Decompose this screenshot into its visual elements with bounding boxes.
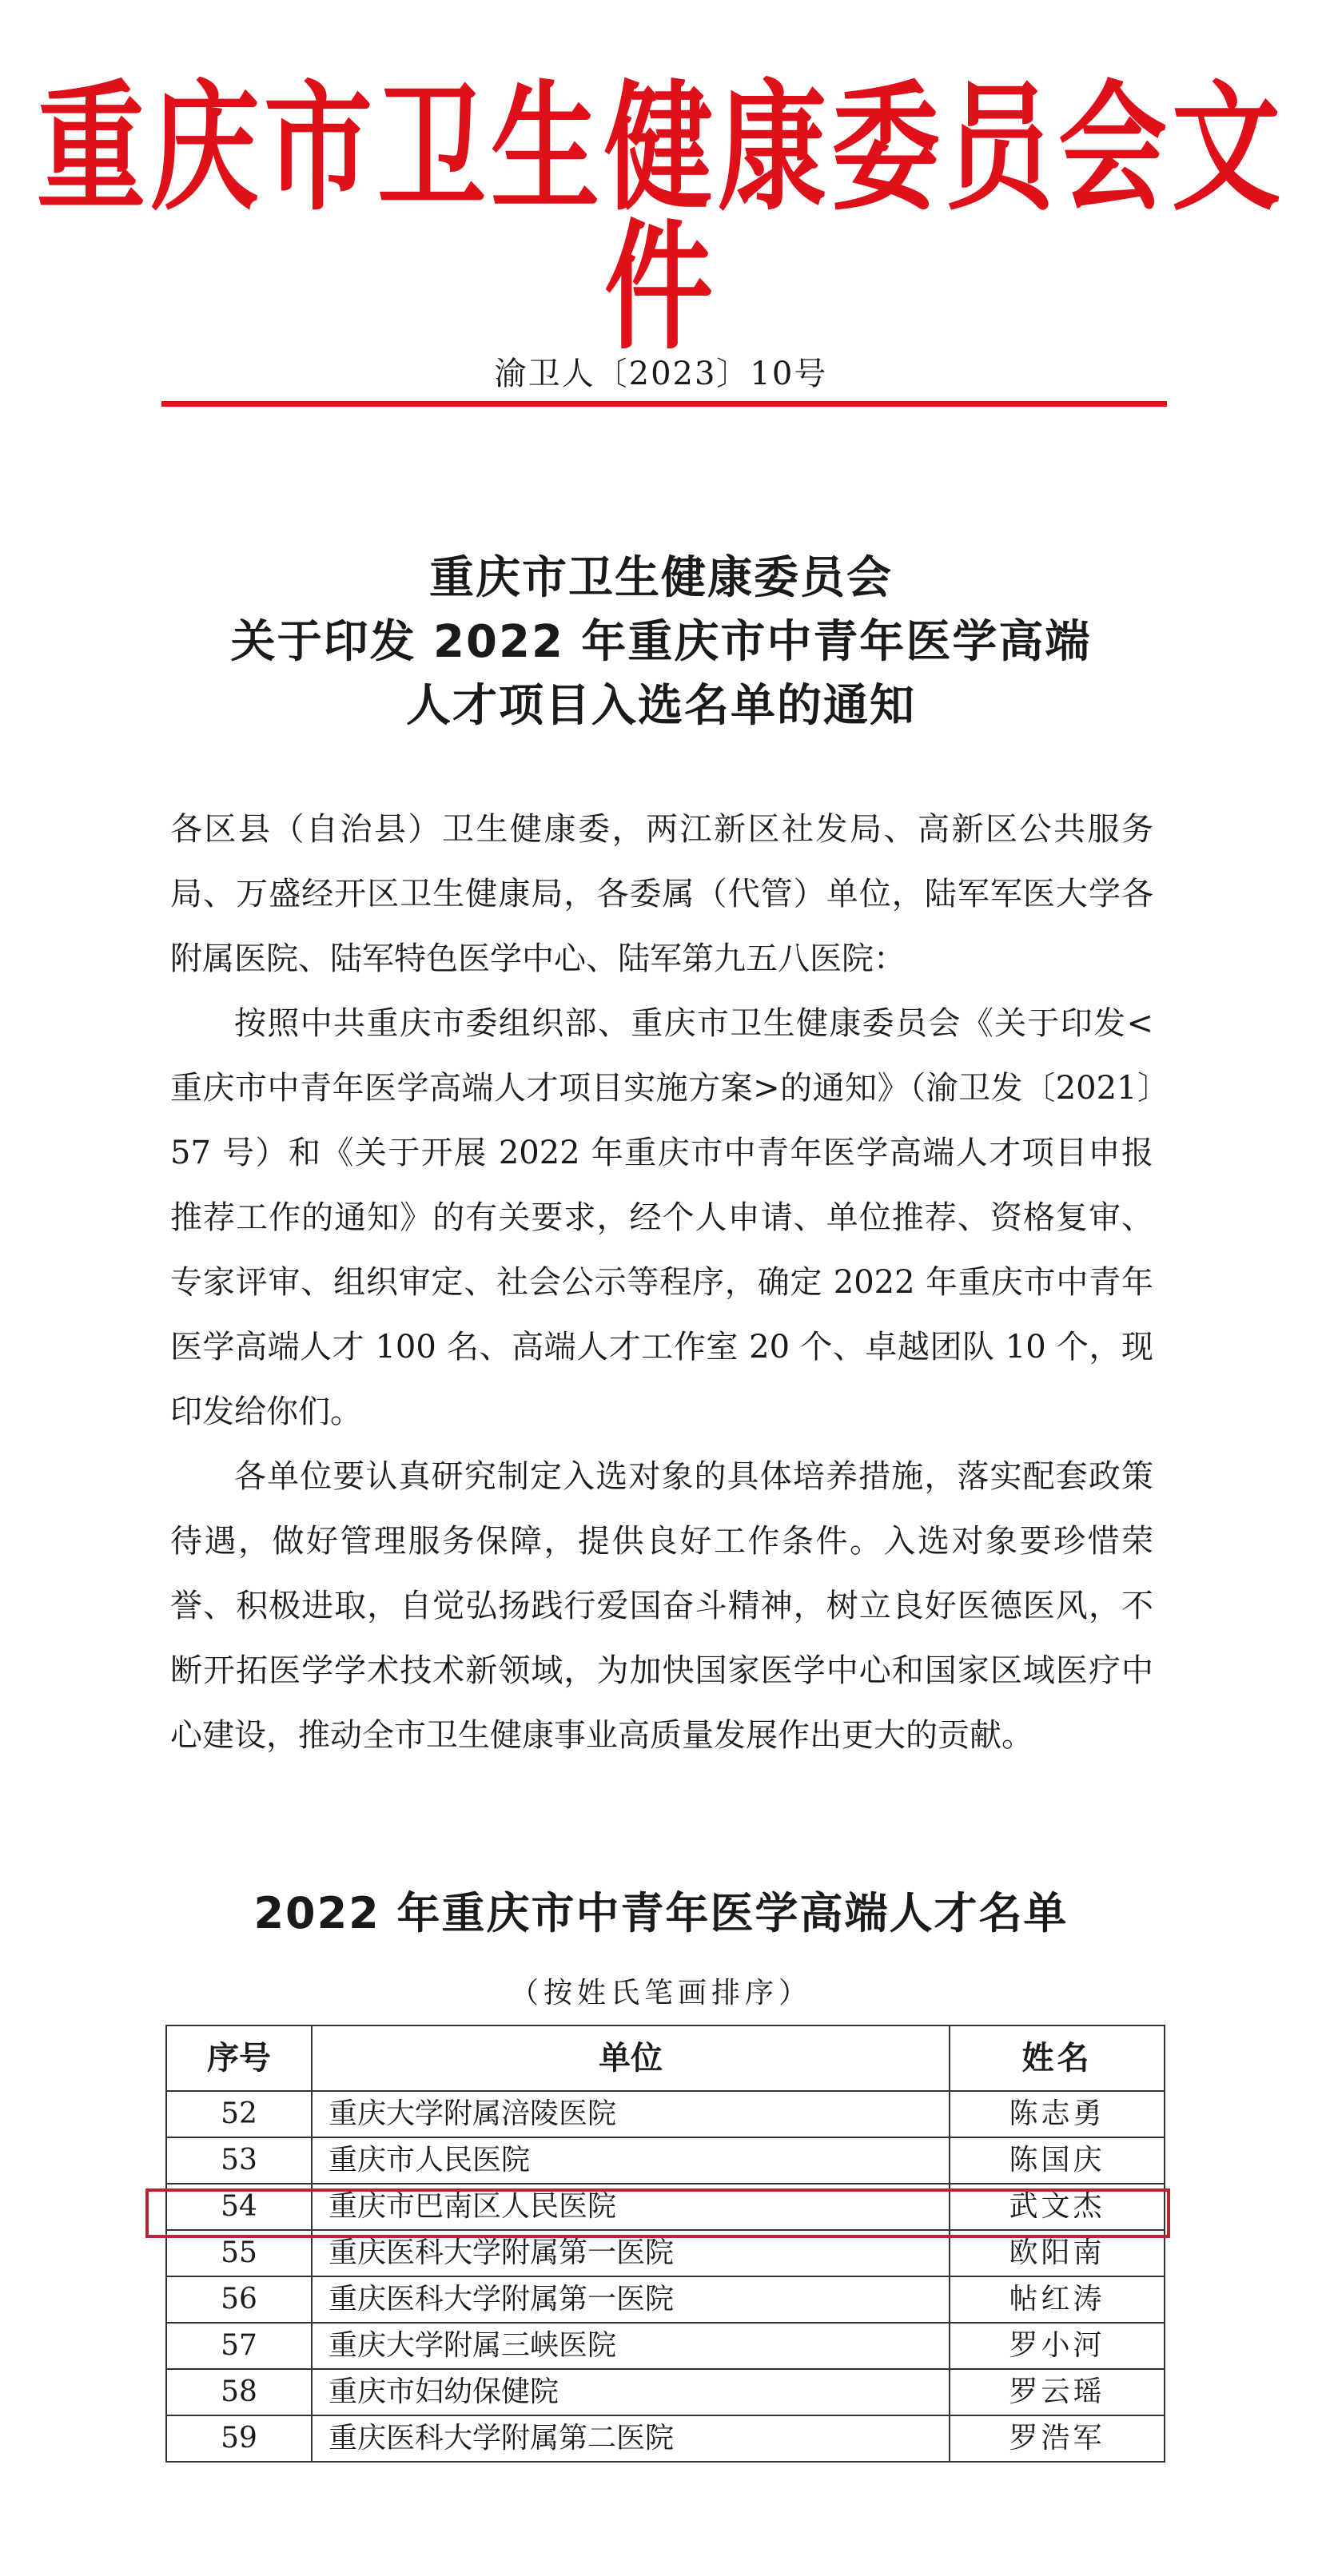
column-header-name: 姓名 <box>950 2025 1165 2091</box>
notice-title-line-3: 人才项目入选名单的通知 <box>406 680 916 732</box>
row-number: 58 <box>166 2369 312 2415</box>
notice-title-line-1: 重庆市卫生健康委员会 <box>429 552 893 604</box>
row-unit: 重庆医科大学附属第一医院 <box>312 2276 950 2323</box>
row-name: 陈国庆 <box>950 2137 1165 2184</box>
column-header-unit: 单位 <box>312 2025 950 2091</box>
table-row <box>166 2415 1165 2462</box>
body-paragraph-1: 按照中共重庆市委组织部、重庆市卫生健康委员会《关于印发<重庆市中青年医学高端人才项目实施方案>的通知》（渝卫发〔2021〕57 号）和《关于开展 2022 年重庆市中青年医学高端人才项目申报推荐工作的通知》的有关要求，经个人申请、单位推荐、资格复审、专家评审、组织审定、社会公示等程序，确定 2022 年重庆市中青年医学高端人才 100 名、高端人才工作室 20 个、卓越团队 10 个，现印发给你们。 <box>170 1005 1153 1430</box>
table-row <box>166 2230 1165 2276</box>
row-name: 欧阳南 <box>950 2230 1165 2276</box>
red-divider-rule <box>161 401 1167 407</box>
table-row <box>166 2137 1165 2184</box>
table-row-highlighted <box>166 2184 1165 2230</box>
salutation-paragraph: 各区县（自治县）卫生健康委，两江新区社发局、高新区公共服务局、万盛经开区卫生健康局，各委属（代管）单位，陆军军医大学各附属医院、陆军特色医学中心、陆军第九五八医院： <box>170 811 1153 977</box>
row-number: 52 <box>166 2091 312 2137</box>
table-row <box>166 2276 1165 2323</box>
talent-roster-table <box>165 2025 1165 2463</box>
column-header-number: 序号 <box>166 2025 312 2091</box>
row-number: 57 <box>166 2323 312 2369</box>
row-unit: 重庆医科大学附属第二医院 <box>312 2415 950 2462</box>
table-header-row <box>166 2025 1165 2091</box>
row-number: 56 <box>166 2276 312 2323</box>
table-row <box>166 2323 1165 2369</box>
list-subtitle: （按姓氏笔画排序） <box>509 1977 812 2010</box>
row-unit: 重庆大学附属三峡医院 <box>312 2323 950 2369</box>
row-name: 罗云瑶 <box>950 2369 1165 2415</box>
document-number: 渝卫人〔2023〕10号 <box>494 356 828 392</box>
row-number: 54 <box>166 2184 312 2230</box>
table-row <box>166 2369 1165 2415</box>
row-number: 59 <box>166 2415 312 2462</box>
row-unit: 重庆市巴南区人民医院 <box>312 2184 950 2230</box>
row-name: 帖红涛 <box>950 2276 1165 2323</box>
document-masthead: 重庆市卫生健康委员会文件 <box>37 68 1285 370</box>
notice-body <box>170 797 1153 1768</box>
table-row <box>166 2091 1165 2137</box>
row-unit: 重庆医科大学附属第一医院 <box>312 2230 950 2276</box>
row-unit: 重庆大学附属涪陵医院 <box>312 2091 950 2137</box>
row-name: 陈志勇 <box>950 2091 1165 2137</box>
body-paragraph-2: 各单位要认真研究制定入选对象的具体培养措施，落实配套政策待遇，做好管理服务保障，提供良好工作条件。入选对象要珍惜荣誉、积极进取，自觉弘扬践行爱国奋斗精神，树立良好医德医风，不断开拓医学学术技术新领域，为加快国家医学中心和国家区域医疗中心建设，推动全市卫生健康事业高质量发展作出更大的贡献。 <box>170 1458 1153 1754</box>
row-number: 53 <box>166 2137 312 2184</box>
row-name: 武文杰 <box>950 2184 1165 2230</box>
row-name: 罗浩军 <box>950 2415 1165 2462</box>
row-name: 罗小河 <box>950 2323 1165 2369</box>
list-title: 2022 年重庆市中青年医学高端人才名单 <box>253 1888 1069 1938</box>
row-number: 55 <box>166 2230 312 2276</box>
notice-title <box>0 547 1322 738</box>
notice-title-line-2: 关于印发 2022 年重庆市中青年医学高端 <box>230 616 1092 668</box>
row-unit: 重庆市人民医院 <box>312 2137 950 2184</box>
row-unit: 重庆市妇幼保健院 <box>312 2369 950 2415</box>
